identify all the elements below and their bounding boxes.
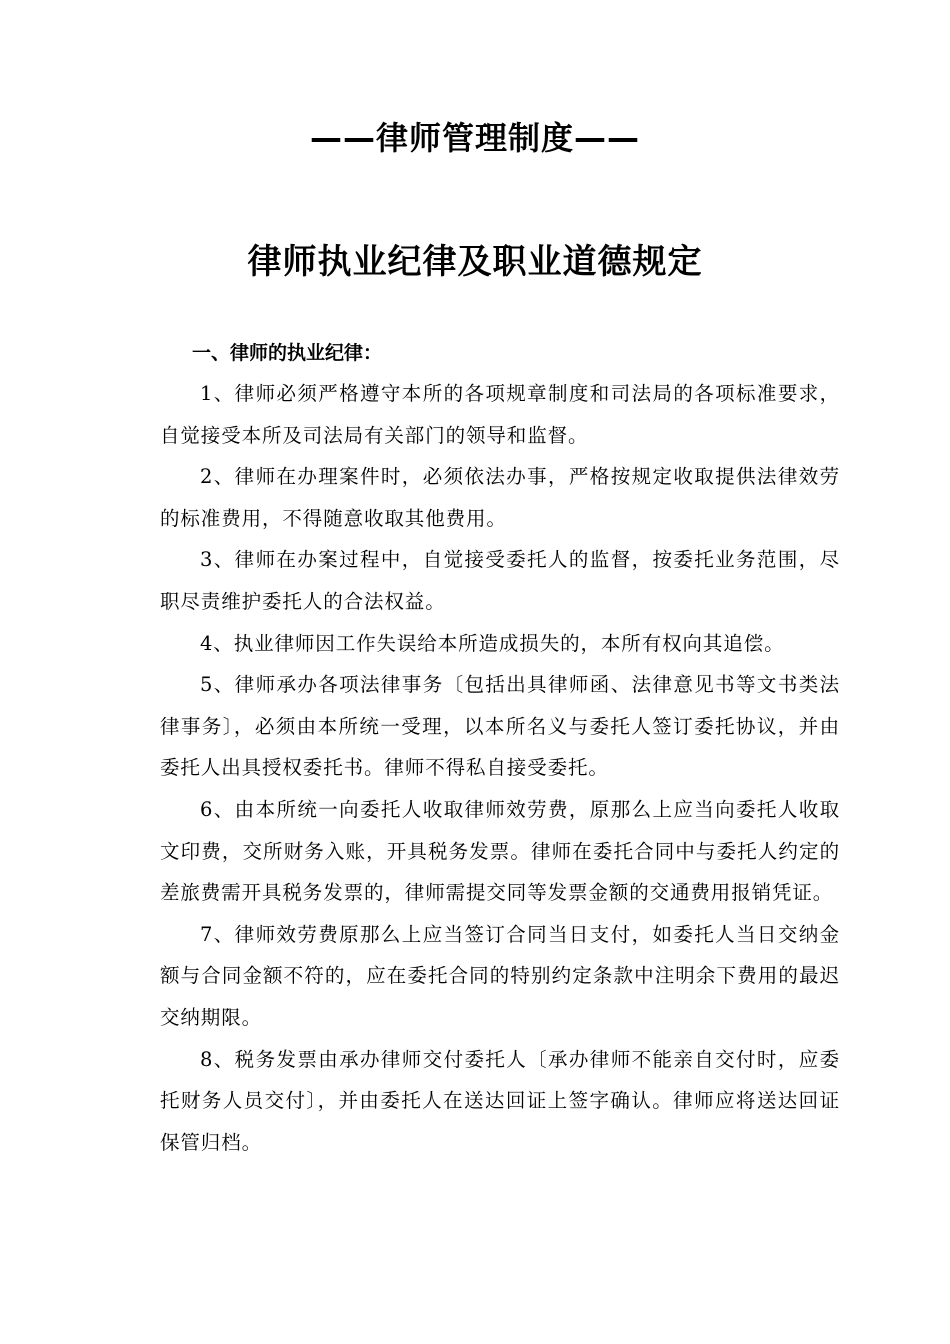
section-heading: 一、律师的执业纪律： — [192, 342, 383, 364]
paragraph-3: 3、律师在办案过程中，自觉接受委托人的监督，按委托业务范围，尽职尽责维护委托人的合法权益。 — [160, 548, 840, 613]
paragraph-8: 8、税务发票由承办律师交付委托人〔承办律师不能亲自交付时，应委托财务人员交付〕，并由委托人在送达回证上签字确认。律师应将送达回证保管归档。 — [160, 1047, 840, 1154]
document-title: ——律师管理制度—— — [309, 119, 640, 157]
document-subtitle: 律师执业纪律及职业道德规定 — [247, 242, 703, 282]
paragraph-4: 4、执业律师因工作失误给本所造成损失的，本所有权向其追偿。 — [200, 631, 785, 655]
paragraph-2: 2、律师在办理案件时，必须依法办事，严格按规定收取提供法律效劳的标准费用，不得随意收取其他费用。 — [160, 465, 840, 530]
paragraph-1: 1、律师必须严格遵守本所的各项规章制度和司法局的各项标准要求，自觉接受本所及司法局有关部门的领导和监督。 — [160, 382, 840, 447]
document-body — [160, 373, 840, 1163]
paragraph-6: 6、由本所统一向委托人收取律师效劳费，原那么上应当向委托人收取文印费，交所财务入账，开具税务发票。律师在委托合同中与委托人约定的差旅费需开具税务发票的，律师需提交同等发票金额的交通费用报销凭证。 — [160, 797, 840, 905]
paragraph-5: 5、律师承办各项法律事务〔包括出具律师函、法律意见书等文书类法律事务〕，必须由本所统一受理，以本所名义与委托人签订委托协议，并由委托人出具授权委托书。律师不得私自接受委托。 — [160, 673, 840, 780]
paragraph-7: 7、律师效劳费原那么上应当签订合同当日支付，如委托人当日交纳金额与合同金额不符的，应在委托合同的特别约定条款中注明余下费用的最迟交纳期限。 — [160, 922, 840, 1029]
